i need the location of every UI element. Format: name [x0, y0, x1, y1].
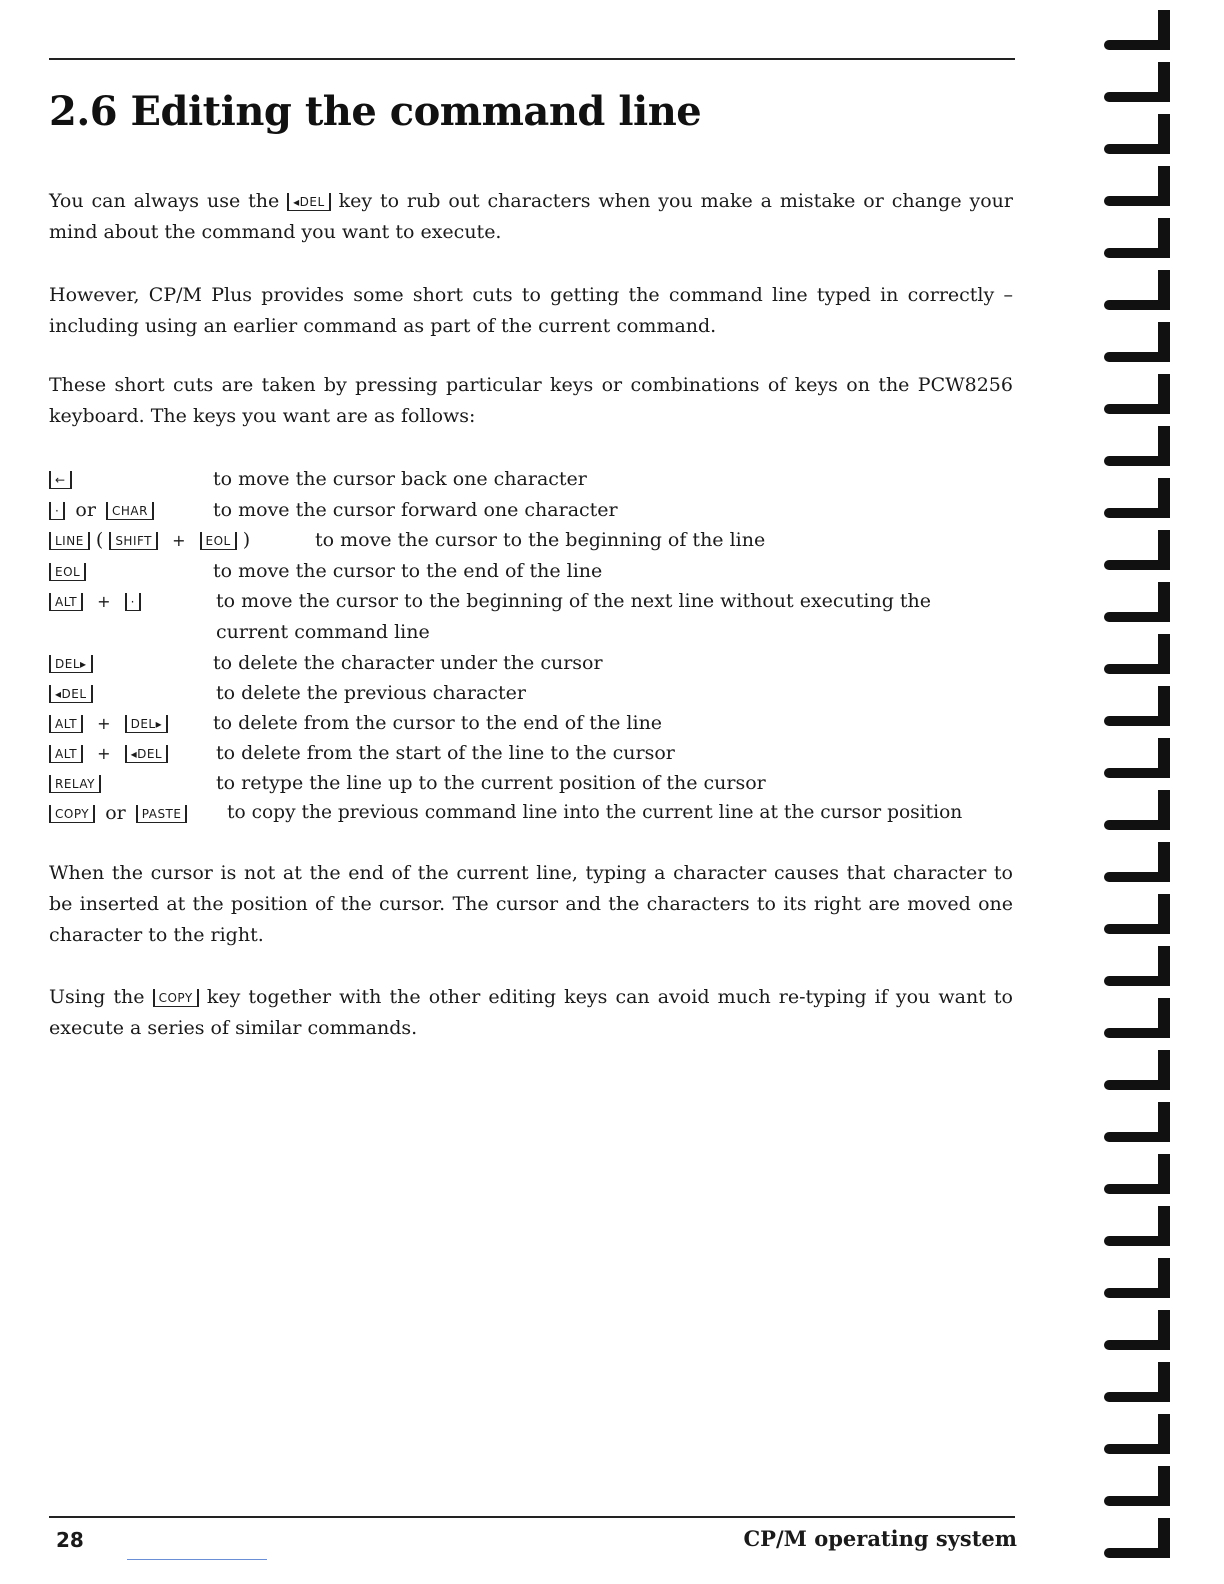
alt-key: ALT	[49, 745, 83, 763]
thumb-index-tabs	[1098, 0, 1178, 1584]
list-item-description: to move the cursor to the end of the line	[213, 560, 603, 582]
list-item-description: to move the cursor back one character	[213, 468, 587, 490]
relay-key: RELAY	[49, 775, 101, 793]
paragraph-text: Using the	[49, 986, 145, 1008]
scan-artifact-line	[127, 1559, 267, 1560]
list-item-description: to move the cursor to the beginning of the line	[315, 529, 766, 551]
paragraph-text: You can always use the	[49, 190, 280, 212]
index-tab	[1098, 218, 1178, 258]
paren-close: )	[242, 529, 251, 551]
list-item-description: to delete the character under the cursor	[213, 652, 603, 674]
cursor-right-key: ·	[49, 502, 65, 520]
index-tab	[1098, 426, 1178, 466]
index-tab	[1098, 322, 1178, 362]
index-tab	[1098, 1050, 1178, 1090]
line-key: LINE	[49, 532, 90, 550]
footer-section-title: CP/M operating system	[743, 1526, 1017, 1551]
index-tab	[1098, 530, 1178, 570]
index-tab	[1098, 1102, 1178, 1142]
shift-key: SHIFT	[109, 532, 158, 550]
del-left-key: ◂DEL	[49, 685, 93, 703]
list-item-description: to delete the previous character	[216, 682, 526, 704]
index-tab	[1098, 738, 1178, 778]
index-tab	[1098, 114, 1178, 154]
paragraph-delete-key	[49, 186, 1013, 248]
top-rule	[49, 58, 1015, 60]
index-tab	[1098, 374, 1178, 414]
list-item-description: to move the cursor forward one character	[213, 499, 618, 521]
alt-key: ALT	[49, 593, 83, 611]
index-tab	[1098, 894, 1178, 934]
del-left-key: ◂DEL	[125, 745, 169, 763]
index-tab	[1098, 1414, 1178, 1454]
index-tab	[1098, 1258, 1178, 1298]
index-tab	[1098, 1362, 1178, 1402]
paragraph-insert: When the cursor is not at the end of the current line, typing a character causes that character to be inserted at the position of the cursor. The cursor and the characters to its right are moved one character to the right.	[49, 862, 1013, 946]
index-tab	[1098, 166, 1178, 206]
index-tab	[1098, 946, 1178, 986]
paren-open: (	[95, 529, 104, 551]
list-item-description: to delete from the cursor to the end of the line	[213, 712, 663, 734]
eol-key: EOL	[49, 563, 86, 581]
cursor-left-key: ←	[49, 471, 72, 489]
index-tab	[1098, 790, 1178, 830]
del-right-key: DEL▸	[125, 715, 169, 733]
index-tab	[1098, 1206, 1178, 1246]
index-tab	[1098, 634, 1178, 674]
cursor-down-key: ·	[125, 593, 141, 611]
index-tab	[1098, 1466, 1178, 1506]
eol-key: EOL	[200, 532, 237, 550]
paragraph-text: key to rub out characters when you make a mistake or change your mind about the command you want to execute.	[49, 190, 1013, 243]
index-tab	[1098, 582, 1178, 622]
index-tab	[1098, 842, 1178, 882]
paragraph-keyboard: These short cuts are taken by pressing particular keys or combinations of keys on the PCW8256 keyboard. The keys you want are as follows:	[49, 374, 1013, 427]
paragraph-copy-key	[49, 982, 1013, 1044]
section-heading: 2.6 Editing the command line	[49, 88, 702, 135]
bottom-rule	[49, 1516, 1015, 1518]
index-tab	[1098, 1518, 1178, 1558]
index-tab	[1098, 270, 1178, 310]
plus-sign: +	[172, 531, 186, 550]
paste-key: PASTE	[136, 805, 188, 823]
index-tab	[1098, 478, 1178, 518]
del-left-key: ◂DEL	[287, 193, 331, 211]
index-tab	[1098, 62, 1178, 102]
del-right-key: DEL▸	[49, 655, 93, 673]
copy-key: COPY	[153, 989, 199, 1007]
plus-sign: +	[97, 592, 111, 611]
index-tab	[1098, 1310, 1178, 1350]
index-tab	[1098, 998, 1178, 1038]
index-tab	[1098, 10, 1178, 50]
index-tab	[1098, 686, 1178, 726]
index-tab	[1098, 1154, 1178, 1194]
or-text: or	[75, 499, 96, 521]
list-item-description: to delete from the start of the line to the cursor	[216, 742, 675, 764]
char-key: CHAR	[106, 502, 154, 520]
paragraph-text: key together with the other editing keys can avoid much re-typing if you want to execute a series of similar commands.	[49, 986, 1013, 1039]
copy-key: COPY	[49, 805, 95, 823]
page-number: 28	[56, 1528, 84, 1552]
list-item-description: current command line	[216, 621, 430, 643]
or-text: or	[105, 802, 126, 824]
plus-sign: +	[97, 714, 111, 733]
list-item-description: to move the cursor to the beginning of the next line without executing the	[216, 590, 932, 612]
alt-key: ALT	[49, 715, 83, 733]
paragraph-shortcuts: However, CP/M Plus provides some short cuts to getting the command line typed in correctly – including using an earlier command as part of the current command.	[49, 284, 1013, 337]
list-item-description: to copy the previous command line into the current line at the cursor position	[227, 802, 963, 823]
plus-sign: +	[97, 744, 111, 763]
list-item-description: to retype the line up to the current position of the cursor	[216, 772, 766, 794]
